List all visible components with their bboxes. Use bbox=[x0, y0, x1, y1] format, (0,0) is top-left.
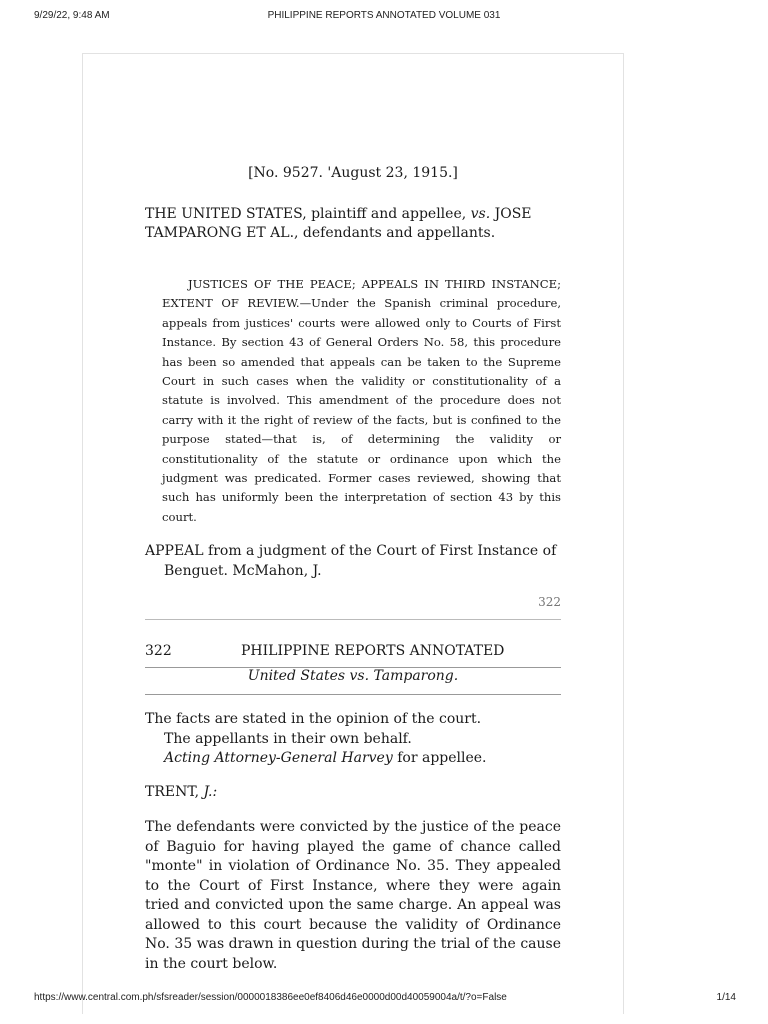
running-head-page-number: 322 bbox=[145, 643, 172, 659]
plaintiff-name: THE UNITED STATES bbox=[145, 206, 303, 222]
defendant-name-line2: TAMPARONG ET AL. bbox=[145, 225, 295, 241]
opinion-author bbox=[145, 784, 561, 800]
counsel-role: for appellee. bbox=[392, 750, 487, 766]
appeal-line bbox=[145, 542, 561, 581]
case-short-title: United States vs. Tamparong. bbox=[247, 668, 459, 684]
print-page-title: PHILIPPINE REPORTS ANNOTATED VOLUME 031 bbox=[267, 10, 501, 21]
plaintiff-role: , plaintiff and appellee, bbox=[302, 206, 471, 222]
counsel-name: Acting Attorney-General Harvey bbox=[164, 750, 393, 766]
document-page bbox=[82, 53, 624, 1014]
opinion-text: The defendants were convicted by the justice of the peace of Baguio for having played the game of chance called "monte" in violation of Ordinance No. 35. They appealed to the Court of First Instance, where they were again tried and convicted upon the same charge. An appeal was allowed to this court because the validity of Ordinance No. 35 was drawn in question during the trial of the cause in the court below. bbox=[145, 819, 561, 972]
defendant-name-line1: JOSE bbox=[490, 206, 532, 222]
syllabus-text: JUSTICES OF THE PEACE; APPEALS IN THIRD INSTANCE; EXTENT OF REVIEW.—Under the Spanish criminal procedure, appeals from justices' courts were allowed only to Courts of First Instance. By section 43 of General Orders No. 58, this procedure has been so amended that appeals can be taken to the Supreme Court in such cases when the validity or constitutionality of a statute is involved. This amendment of the procedure does not carry with it the right of review of the facts, but is confined to the purpose stated—that is, of determining the validity or constitutionality of the statute or ordinance upon which the judgment was predicated. Former cases reviewed, showing that such has uniformly been the interpretation of section 43 by this court. bbox=[162, 277, 561, 524]
syllabus bbox=[162, 275, 561, 527]
print-page-count: 1/14 bbox=[716, 992, 736, 1003]
judge-title: J.: bbox=[203, 784, 218, 800]
print-header bbox=[0, 10, 768, 30]
print-footer bbox=[0, 992, 768, 1012]
facts-statement: The facts are stated in the opinion of the court. bbox=[145, 711, 482, 727]
case-number: [No. 9527. 'August 23, 1915.] bbox=[248, 165, 458, 181]
page-divider bbox=[145, 619, 561, 620]
print-timestamp: 9/29/22, 9:48 AM bbox=[34, 10, 110, 21]
defendant-role: , defendants and appellants. bbox=[294, 225, 496, 241]
versus-label: vs. bbox=[470, 206, 491, 222]
counsel-statement bbox=[145, 749, 561, 769]
appeal-text-2: Benguet. McMahon, J. bbox=[164, 562, 322, 579]
appeal-lead: APPEAL bbox=[145, 543, 204, 559]
appellants-statement: The appellants in their own behalf. bbox=[164, 730, 412, 747]
judge-name: TRENT, bbox=[145, 784, 204, 800]
running-head bbox=[145, 643, 561, 663]
running-head-rule-bottom bbox=[145, 694, 561, 695]
running-head-title: PHILIPPINE REPORTS ANNOTATED bbox=[241, 643, 505, 659]
preliminary-statements bbox=[145, 710, 561, 769]
appeal-text-1: from a judgment of the Court of First Instance of bbox=[203, 543, 557, 559]
page-number-bottom: 322 bbox=[538, 595, 561, 609]
case-parties bbox=[145, 205, 561, 243]
print-url: https://www.central.com.ph/sfsreader/session/0000018386ee0ef8406d46e0000d00d40059004a/t/?o=False bbox=[34, 992, 507, 1003]
